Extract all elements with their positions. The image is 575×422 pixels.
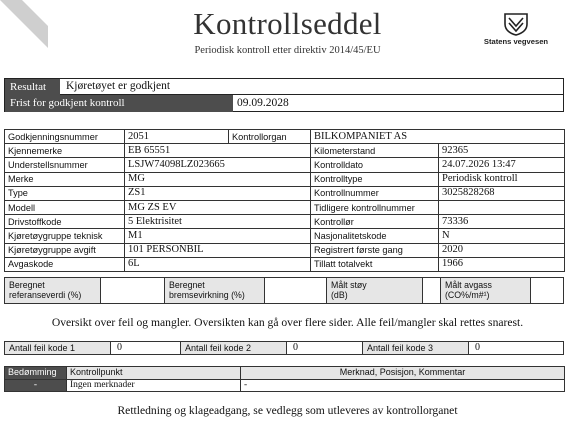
fault-code1-label: Antall feil kode 1 bbox=[5, 342, 111, 354]
info-value: LSJW74098LZ023665 bbox=[125, 158, 311, 172]
info-label: Nasjonalitetskode bbox=[311, 229, 439, 243]
assessment-table bbox=[4, 366, 565, 392]
deadline-label: Frist for godkjent kontroll bbox=[5, 95, 233, 112]
exhaust-value bbox=[531, 278, 563, 303]
info-value: Periodisk kontroll bbox=[439, 172, 565, 186]
noise-label: Målt støy (dB) bbox=[327, 278, 423, 303]
approval-number-value: 2051 bbox=[125, 130, 229, 144]
result-label: Resultat bbox=[5, 79, 60, 95]
logo-text: Statens vegvesen bbox=[483, 37, 549, 46]
brake-effect-value bbox=[265, 278, 327, 303]
info-label: Tidligere kontrollnummer bbox=[311, 200, 439, 214]
info-label: Kontrolldato bbox=[311, 158, 439, 172]
info-value bbox=[439, 200, 565, 214]
info-value: 92365 bbox=[439, 144, 565, 158]
info-label: Kilometerstand bbox=[311, 144, 439, 158]
table-row bbox=[5, 144, 565, 158]
statens-vegvesen-logo bbox=[466, 12, 566, 57]
fault-counts-row bbox=[4, 341, 564, 355]
info-label: Kontrolltype bbox=[311, 172, 439, 186]
noise-value bbox=[423, 278, 441, 303]
info-label: Kjøretøygruppe avgift bbox=[5, 243, 125, 257]
info-value: 73336 bbox=[439, 215, 565, 229]
info-value: 2020 bbox=[439, 243, 565, 257]
control-organ-label: Kontrollorgan bbox=[229, 130, 311, 144]
reference-value-label: Beregnet referanseverdi (%) bbox=[5, 278, 101, 303]
vehicle-info-table bbox=[4, 129, 565, 272]
table-header-row bbox=[5, 367, 565, 380]
checkpoint-header: Kontrollpunkt bbox=[67, 367, 241, 380]
footer-note: Rettledning og klageadgang, se vedlegg som utleveres av kontrollorganet bbox=[117, 404, 458, 417]
info-value: M1 bbox=[125, 229, 311, 243]
remark-header: Merknad, Posisjon, Kommentar bbox=[241, 367, 565, 380]
table-row bbox=[5, 229, 565, 243]
info-value: 5 Elektrisitet bbox=[125, 215, 311, 229]
table-row bbox=[5, 130, 565, 144]
road-shield-icon bbox=[503, 12, 529, 36]
info-value: N bbox=[439, 229, 565, 243]
control-organ-value: BILKOMPANIET AS bbox=[311, 130, 565, 144]
deadline-value: 09.09.2028 bbox=[237, 97, 289, 109]
page-subtitle: Periodisk kontroll etter direktiv 2014/45/EU bbox=[194, 45, 381, 56]
result-box bbox=[4, 78, 564, 112]
info-label: Kontrollnummer bbox=[311, 186, 439, 200]
exhaust-label: Målt avgass (CO%/m#¹) bbox=[441, 278, 531, 303]
info-label: Merke bbox=[5, 172, 125, 186]
approval-number-label: Godkjenningsnummer bbox=[5, 130, 125, 144]
reference-value bbox=[101, 278, 165, 303]
table-row bbox=[5, 186, 565, 200]
info-value: ZS1 bbox=[125, 186, 311, 200]
info-value: 24.07.2026 13:47 bbox=[439, 158, 565, 172]
fault-code3-value: 0 bbox=[475, 342, 480, 353]
fault-code1-value: 0 bbox=[111, 342, 181, 354]
info-label: Tillatt totalvekt bbox=[311, 257, 439, 271]
info-label: Registrert første gang bbox=[311, 243, 439, 257]
table-row bbox=[5, 243, 565, 257]
table-row bbox=[5, 257, 565, 271]
info-label: Drivstoffkode bbox=[5, 215, 125, 229]
table-row bbox=[5, 172, 565, 186]
info-value: MG bbox=[125, 172, 311, 186]
info-label: Type bbox=[5, 186, 125, 200]
info-label: Kontrollør bbox=[311, 215, 439, 229]
table-row bbox=[5, 379, 565, 392]
info-value: 3025828268 bbox=[439, 186, 565, 200]
brake-effect-label: Beregnet bremsevirkning (%) bbox=[165, 278, 265, 303]
info-label: Understellsnummer bbox=[5, 158, 125, 172]
assessment-header: Bedømming bbox=[5, 367, 67, 380]
table-row bbox=[5, 158, 565, 172]
remark-cell: - bbox=[241, 379, 565, 392]
info-value: MG ZS EV bbox=[125, 200, 311, 214]
table-row bbox=[5, 200, 565, 214]
info-value: 1966 bbox=[439, 257, 565, 271]
info-value: 101 PERSONBIL bbox=[125, 243, 311, 257]
result-value: Kjøretøyet er godkjent bbox=[66, 80, 171, 92]
checkpoint-cell: Ingen merknader bbox=[67, 379, 241, 392]
overview-note: Oversikt over feil og mangler. Oversikten kan gå over flere sider. Alle feil/mangler skal rettes snarest. bbox=[51, 316, 524, 329]
info-label: Modell bbox=[5, 200, 125, 214]
page-title: Kontrollseddel bbox=[193, 6, 382, 41]
info-value: EB 65551 bbox=[125, 144, 311, 158]
fault-code3-label: Antall feil kode 3 bbox=[363, 342, 469, 354]
info-label: Avgaskode bbox=[5, 257, 125, 271]
fault-code2-label: Antall feil kode 2 bbox=[181, 342, 287, 354]
info-value: 6L bbox=[125, 257, 311, 271]
assessment-cell: - bbox=[5, 379, 67, 392]
fault-code2-value: 0 bbox=[287, 342, 363, 354]
measurements-row bbox=[4, 277, 564, 304]
info-label: Kjøretøygruppe teknisk bbox=[5, 229, 125, 243]
info-label: Kjennemerke bbox=[5, 144, 125, 158]
table-row bbox=[5, 215, 565, 229]
